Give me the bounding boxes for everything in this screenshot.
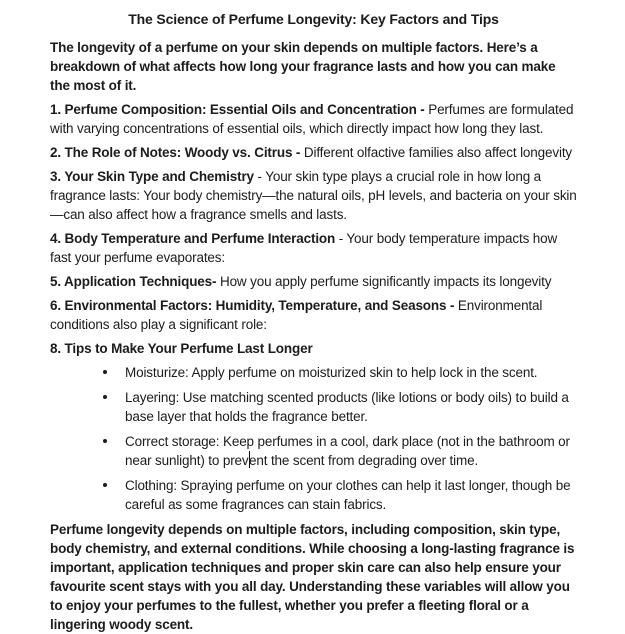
intro-paragraph[interactable]: The longevity of a perfume on your skin depends on multiple factors. Here’s a breakdown of what affects how long your fragrance lasts and how you can make the most of it.	[50, 40, 556, 93]
bullet-icon	[103, 439, 107, 443]
section-paragraph-5[interactable]	[50, 272, 577, 291]
section-paragraph-2[interactable]	[50, 143, 577, 162]
section-body-6: Environmental conditions also play a significant role:	[50, 298, 543, 332]
list-item-text: Layering: Use matching scented products (like lotions or body oils) to build a base layer that holds the fragrance better.	[125, 390, 569, 424]
section-heading-6: 6. Environmental Factors: Humidity, Temperature, and Seasons -	[50, 298, 455, 313]
list-item-text: Moisturize: Apply perfume on moisturized skin to help lock in the scent.	[125, 365, 538, 380]
conclusion-paragraph[interactable]: Perfume longevity depends on multiple factors, including composition, skin type, body chemistry, and external conditions. While choosing a long-lasting fragrance is important, application techniques and proper skin care can also help ensure your favourite scent stays with you all day. Understanding these variables will allow you to enjoy your perfumes to the fullest, whether you prefer a fleeting floral or a lingering woody scent.	[50, 522, 575, 632]
tips-list	[50, 363, 577, 514]
section-paragraph-1[interactable]	[50, 100, 577, 138]
list-item-text-before-caret: Correct storage: Keep perfumes in a cool, dark place (not in the bathroom or near sunlight) to prev	[125, 434, 570, 468]
section-heading-4: 4. Body Temperature and Perfume Interaction	[50, 231, 336, 246]
section-body-4: - Your body temperature impacts how fast your perfume evaporates:	[50, 231, 558, 265]
list-item-text-after-caret: ent the scent from degrading over time.	[249, 453, 479, 468]
section-body-3: - Your skin type plays a crucial role in how long a fragrance lasts: Your body chemistry—the natural oils, pH levels, and bacteria on your skin—can also affect how a fragrance smells and lasts.	[50, 169, 577, 222]
section-heading-2: 2. The Role of Notes: Woody vs. Citrus -	[50, 145, 301, 160]
tips-heading: 8. Tips to Make Your Perfume Last Longer	[50, 341, 313, 356]
section-heading-5: 5. Application Techniques-	[50, 274, 217, 289]
document-title[interactable]: The Science of Perfume Longevity: Key Factors and Tips	[128, 11, 499, 27]
section-paragraph-3[interactable]	[50, 167, 577, 224]
bullet-icon	[103, 395, 107, 399]
list-item-correct-storage[interactable]	[50, 432, 577, 470]
list-item-clothing[interactable]	[50, 476, 577, 514]
list-item-moisturize[interactable]	[50, 363, 577, 382]
section-body-5: How you apply perfume significantly impacts its longevity	[216, 274, 552, 289]
section-paragraph-6[interactable]	[50, 296, 577, 334]
section-body-1: Perfumes are formulated with varying concentrations of essential oils, which directly impact how long they last.	[50, 102, 574, 136]
section-heading-3: 3. Your Skin Type and Chemistry	[50, 169, 254, 184]
section-paragraph-4[interactable]	[50, 229, 577, 267]
section-heading-1: 1. Perfume Composition: Essential Oils and Concentration -	[50, 102, 425, 117]
bullet-icon	[103, 370, 107, 374]
tips-heading-paragraph[interactable]	[50, 339, 577, 358]
list-item-text: Clothing: Spraying perfume on your clothes can help it last longer, though be careful as some fragrances can stain fabrics.	[125, 478, 571, 512]
list-item-layering[interactable]	[50, 388, 577, 426]
section-body-2: Different olfactive families also affect longevity	[300, 145, 573, 160]
bullet-icon	[103, 483, 107, 487]
